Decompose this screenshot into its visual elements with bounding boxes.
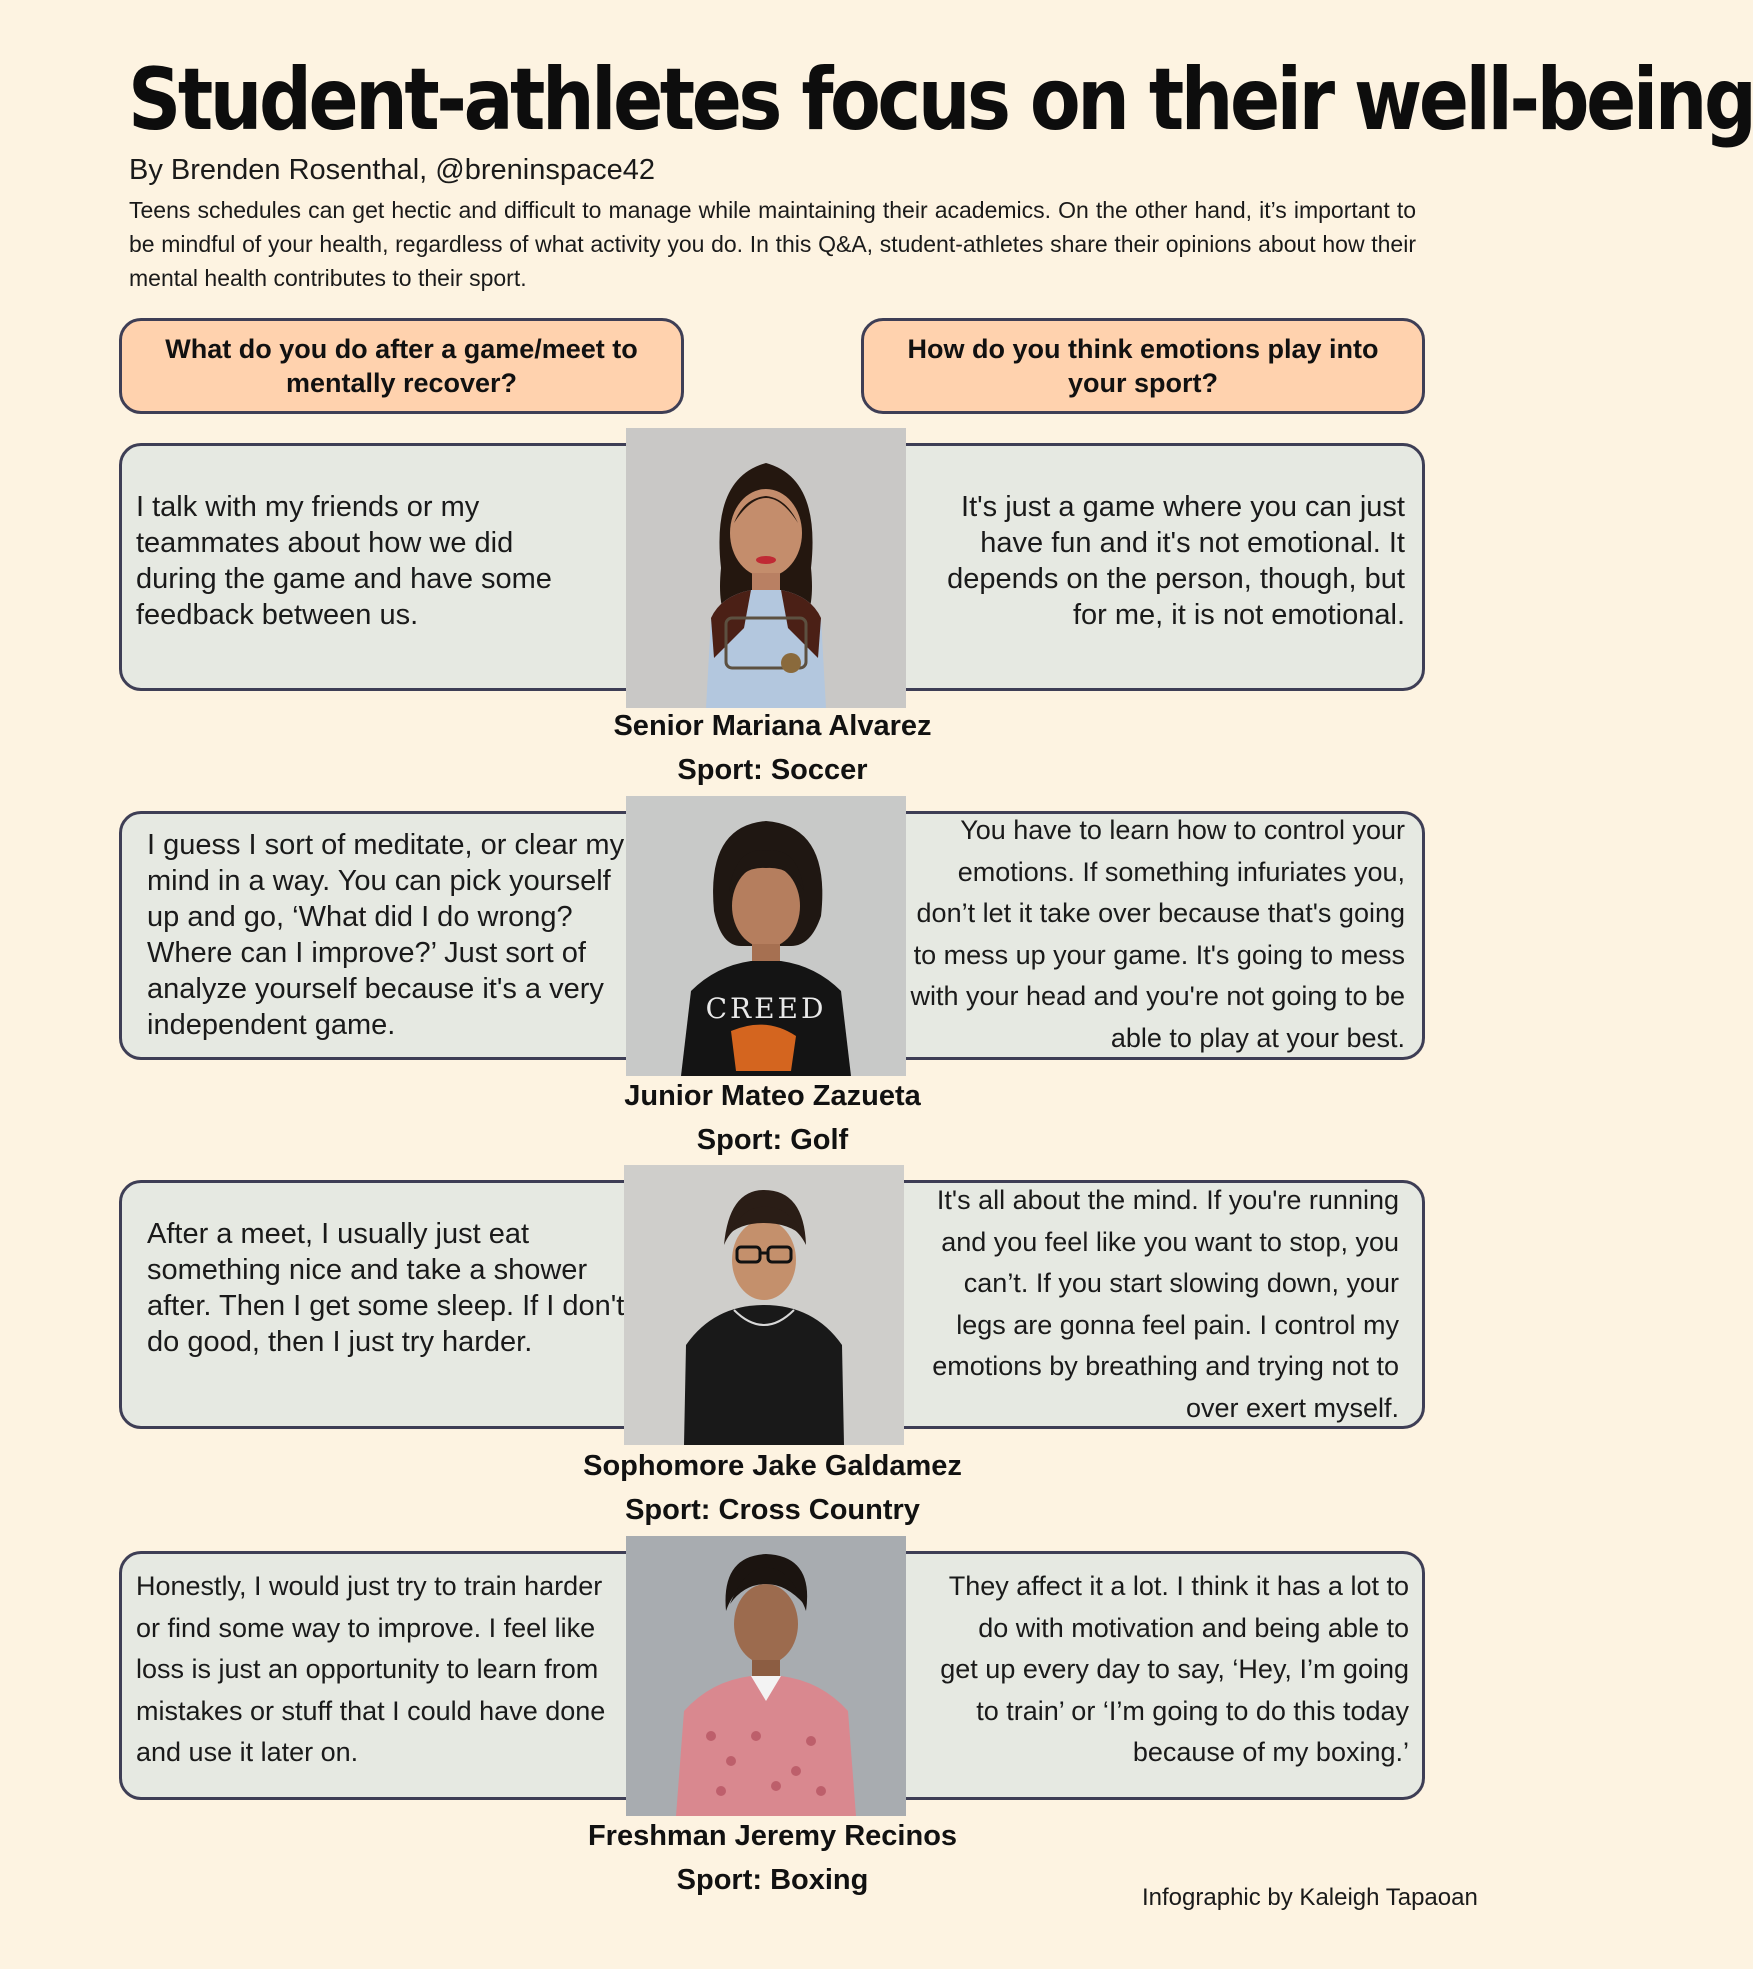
athlete-sport: Sport: Boxing <box>676 1864 869 1896</box>
answer-right: You have to learn how to control your emotions. If something infuriates you, don’t let it take over because that's going to mess up your game. It's going to mess with your head and you're not going to be able to play at your best. <box>910 815 1405 1053</box>
athlete-photo-jake <box>624 1165 904 1445</box>
athlete-name: Junior Mateo Zazueta <box>624 1080 921 1112</box>
athlete-sport: Sport: Golf <box>696 1124 849 1156</box>
athlete-photo-mateo <box>626 796 906 1076</box>
answer-right: It's just a game where you can just have fun and it's not emotional. It depends on the person, though, but for me, it is not emotional. <box>947 491 1405 631</box>
question-right-box <box>861 318 1425 414</box>
question-left-text: What do you do after a game/meet to mentally recover? <box>165 334 638 398</box>
answer-left: Honestly, I would just try to train harder or find some way to improve. I feel like loss is just an opportunity to learn from mistakes or stuff that I could have done and use it later on. <box>136 1571 606 1767</box>
answer-left: I talk with my friends or my teammates about how we did during the game and have some feedback between us. <box>136 491 552 631</box>
answer-left: I guess I sort of meditate, or clear my mind in a way. You can pick yourself up and go, ‘What did I do wrong? Where can I improve?’ Just sort of analyze yourself because it's a very independent game. <box>147 829 625 1041</box>
athlete-sport: Sport: Cross Country <box>625 1494 920 1526</box>
shirt-text: CREED <box>705 992 827 1025</box>
answer-left: After a meet, I usually just eat something nice and take a shower after. Then I get some sleep. If I don't do good, then I just try harder. <box>147 1218 625 1358</box>
athlete-sport: Sport: Soccer <box>677 754 868 786</box>
athlete-name: Freshman Jeremy Recinos <box>587 1820 958 1852</box>
question-right-text: How do you think emotions play into your sport? <box>907 334 1379 398</box>
question-left-box <box>119 318 684 414</box>
intro-paragraph: Teens schedules can get hectic and difficult to manage while maintaining their academics. On the other hand, it’s important to be mindful of your health, regardless of what activity you do. In this Q&A, student-athletes share their opinions about how their mental health contributes to their sport. <box>129 197 1416 291</box>
byline: By Brenden Rosenthal, @breninspace42 <box>129 154 655 186</box>
athlete-photo-mariana <box>626 428 906 708</box>
athlete-caption-mariana <box>0 704 1545 792</box>
answer-right: They affect it a lot. I think it has a lot to do with motivation and being able to get up every day to say, ‘Hey, I’m going to train’ or ‘I’m going to do this today because of my boxing.’ <box>940 1571 1409 1767</box>
athlete-caption-jake <box>0 1444 1545 1532</box>
infographic-credit: Infographic by Kaleigh Tapaoan <box>1142 1884 1478 1911</box>
athlete-caption-mateo <box>0 1074 1545 1162</box>
answer-right: It's all about the mind. If you're running and you feel like you want to stop, you can’t. If you start slowing down, your legs are gonna feel pain. I control my emotions by breathing and trying not to over exert myself. <box>932 1185 1399 1423</box>
page-title: Student-athletes focus on their well-being <box>128 50 1753 150</box>
athlete-name: Sophomore Jake Galdamez <box>583 1450 962 1482</box>
athlete-photo-jeremy <box>626 1536 906 1816</box>
athlete-name: Senior Mariana Alvarez <box>613 710 932 742</box>
